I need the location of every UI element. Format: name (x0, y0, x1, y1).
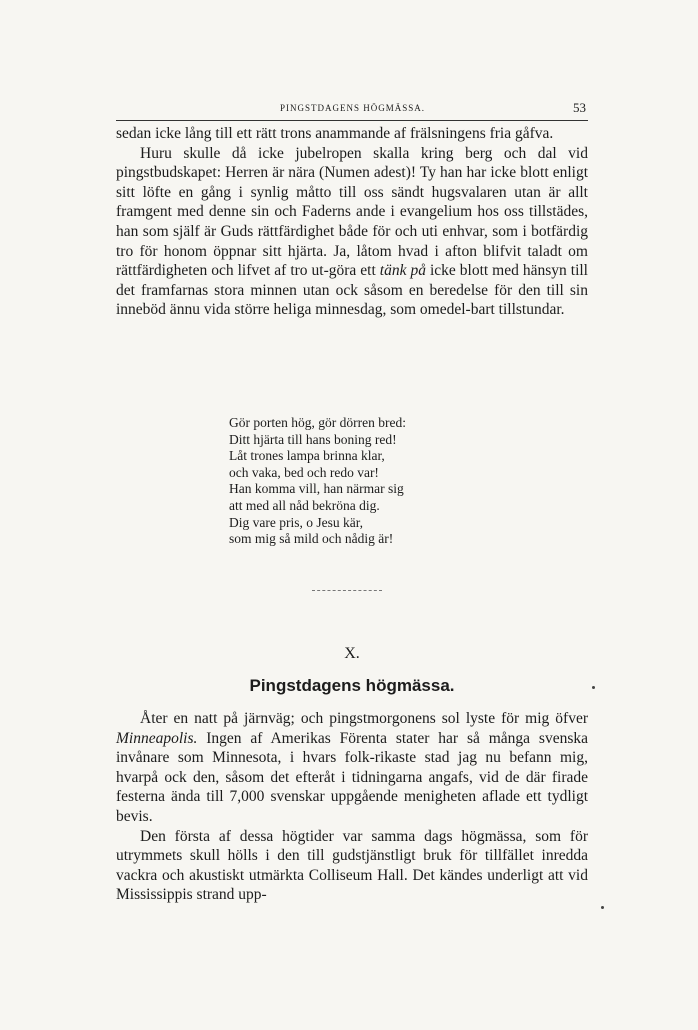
chapter-number: X. (344, 645, 360, 662)
body-text (116, 124, 588, 320)
italic-place-name: Minneapolis. (116, 729, 198, 747)
poem-line: Gör porten hög, gör dörren bred: (229, 415, 406, 430)
chapter-paragraph-1-text-b: Ingen af Amerikas Förenta stater har så många svenska invånare som Minnesota, i hvars folk-rikaste stad jag nu befann mig, hvarpå ock den, såsom det efteråt i tidningarna angafs, vid de där firade festerna ända till 7,000 svenskar uppgående menigheten aflade ett tydligt bevis. (116, 729, 588, 825)
running-head: PINGSTDAGENS HÖGMÄSSA. (280, 103, 426, 113)
section-separator (312, 590, 382, 591)
speck-mark (592, 686, 595, 689)
page-number: 53 (573, 100, 586, 115)
speck-mark (601, 906, 604, 909)
chapter-body (116, 709, 588, 905)
poem-line: Låt trones lampa brinna klar, (229, 448, 385, 464)
paragraph-1: sedan icke lång till ett rätt trons anammande af frälsningens fria gåfva. (116, 125, 554, 142)
poem-line: som mig så mild och nådig är! (229, 531, 394, 547)
poem (229, 415, 549, 548)
page-header (116, 100, 588, 121)
chapter-paragraph-1-text-a: Åter en natt på järnväg; och pingstmorgonens sol lyste för mig öfver (140, 710, 588, 727)
poem-line: och vaka, bed och redo var! (229, 464, 379, 480)
italic-phrase: tänk på (379, 262, 426, 280)
paragraph-2 (116, 144, 588, 320)
poem-line: Han komma vill, han närmar sig (229, 481, 404, 497)
chapter-paragraph-1 (116, 709, 588, 827)
poem-line: Ditt hjärta till hans boning red! (229, 431, 397, 447)
poem-line: Dig vare pris, o Jesu kär, (229, 514, 364, 530)
poem-line: att med all nåd bekröna dig. (229, 497, 380, 513)
paragraph-2-text-b: icke blott med hänsyn till det framfarnas stora minnen utan ock såsom en beredelse för den till sin inneböd ännu vida större heliga minnesdag, som omedel-bart tillstundar. (116, 262, 588, 319)
paragraph-2-text-a: Huru skulle då icke jubelropen skalla kring berg och dal vid pingstbudskapet: Herren är nära (Numen adest)! Ty han har icke blott enligt sitt löfte en gång i synlig måtto till oss sändt hugsvalaren utan är allt framgent med denne sin och Faderns ande i evangelium hos oss tillstädes, han som själf är Guds rättfärdighet både för och uti enhvar, som i botfärdig tro för honom öppnar sitt hjärta. Ja, låtom hvad i afton blifvit taladt om rättfärdigheten och lifvet af tro ut-göra ett (116, 144, 588, 280)
chapter-paragraph-2: Den första af dessa högtider var samma dags högmässa, som för utrymmets skull hölls i den till gudstjänstligt bruk för tillfället inredda vackra och akustiskt utmärkta Colliseum Hall. Det kändes underligt att vid Mississippis strand upp- (116, 827, 588, 904)
chapter-title: Pingstdagens högmässa. (249, 676, 455, 695)
